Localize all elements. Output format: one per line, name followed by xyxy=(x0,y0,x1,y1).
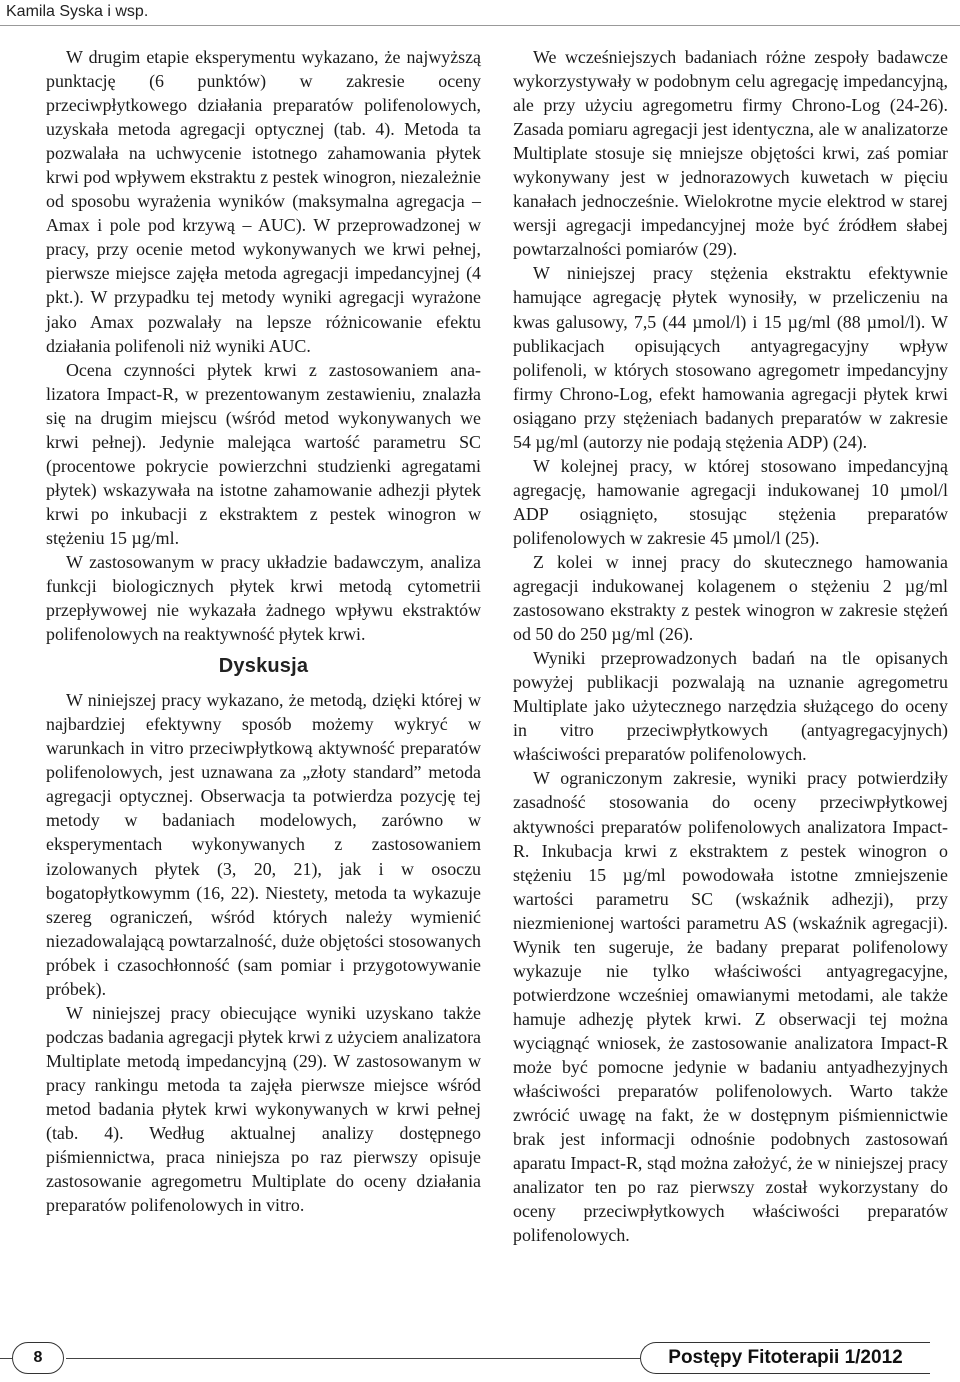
left-column xyxy=(46,45,481,1217)
footer-rule xyxy=(0,1358,12,1359)
journal-title: Postępy Fitoterapii 1/2012 xyxy=(640,1342,930,1374)
paragraph: W niniejszej pracy wykazano, że metodą, dzięki której w najbardziej efektywny sposób możemy wykryć w warunkach in vitro przeciwpłytkową aktywność preparatów polifenolowych, jest uznawana za „złoty standard” metoda agregacji optycznej. Obserwacja ta potwierdza pozycję tej metody w badaniach modelowych, zarówno w eksperymentach wykonywanych z zastosowaniem izolowanych płytek (3, 20, 21), jak i w osoczu bogatopłytkowymm (16, 22). Niestety, metoda ta wykazuje szereg ograniczeń, wśród których należy wymienić niezadowalającą powtarzalność, duże objętości stosowanych próbek i czasochłonność (sam pomiar i przygotowywanie próbek). xyxy=(46,690,481,999)
page-footer xyxy=(0,1320,960,1382)
paragraph: Z kolei w innej pracy do skutecznego hamowania agregacji indukowanej kolagenem o stężeniu 2 µg/ml zastosowano ekstrakty z pestek winogron w zakresie stężeń od 50 do 250 µg/ml (26). xyxy=(513,551,948,645)
page-number: 8 xyxy=(12,1342,64,1374)
section-heading: Dyskusja xyxy=(218,655,309,678)
paragraph: Wyniki przeprowadzonych badań na tle opisanych powyżej publikacji pozwalają na uznanie agregometru Multiplate jako użytecznego narzędzia służącego do oceny in vitro przeciwpłytkowych (antyagregacyjnych) właściwości preparatów polifenolowych. xyxy=(513,648,948,765)
footer-rule xyxy=(66,1358,640,1359)
paragraph: W zastosowanym w pracy układzie badawczym, analiza funkcji biologicznych płytek krwi metodą cytometrii przepływowej nie wykazała żadnego wpływu ekstraktów polifenolowych na reaktywność płytek krwi. xyxy=(46,551,481,645)
right-column xyxy=(513,45,948,1247)
paragraph: W niniejszej pracy stężenia ekstraktu efektywnie hamujące agregację płytek wynosiły, w przeliczeniu na kwas galusowy, 7,5 (44 µmol/l) i 15 µg/ml (88 µmol/l). W publikacjach opisujących antyagregacyjny wpływ polifenoli, w których stosowano agregometr impedancyjny firmy Chrono-Log, efekt hamowania agregacji płytek krwi osiągano przy stężeniach badanych preparatów w zakresie 54 µg/ml (autorzy nie podają stężenia ADP) (24). xyxy=(513,263,948,452)
running-header xyxy=(6,0,954,24)
paragraph: W drugim etapie eksperymentu wykazano, że najwyższą punktację (6 punktów) w zakresie oceny przeciwpłytkowego działania preparatów polifenolowych, uzyskała metoda agregacji optycznej (tab. 4). Metoda ta pozwalała na uchwycenie istotnego zahamowania płytek krwi pod wpływem ekstraktu z pestek winogron, niezależnie od sposobu wyrażenia wyników (maksymalna agregacja – Amax i pole pod krzywą – AUC). W przeprowadzonej w pracy, przy ocenie metod wykonywanych we krwi pełnej, pierwsze miejsce zajęła metoda agregacji impedancyjnej (4 pkt.). W przypadku tej metody wyniki agregacji wyrażone jako Amax pozwalały na lepsze różnicowanie efektu działania polifenoli niż wyniki AUC. xyxy=(46,47,481,356)
paragraph: W kolejnej pracy, w której stosowano impedancyjną agregację, hamowanie agregacji indukowanej 10 µmol/l ADP osiągnięto, stosując stężenia preparatów polifenolowych w zakresie 45 µmol/l (25). xyxy=(513,455,948,548)
running-title: Kamila Syska i wsp. xyxy=(6,3,149,20)
header-divider xyxy=(0,25,960,26)
paragraph: We wcześniejszych badaniach różne zespoły badawcze wykorzystywały w podobnym celu agregację impedancyjną, ale przy użyciu agregometru firmy Chrono-Log (24-26). Zasada pomiaru agregacji jest identyczna, ale w analizatorze Multiplate stosuje się mniejsze objętości krwi, zaś pomiar wykonywany jest w jednorazowych kuwetach w pięciu kanałach jednocześnie. Wielokrotne mycie elektrod w starej wersji agregacji impedancyjnej może być źródłem słabej powtarzalności pomiarów (29). xyxy=(513,47,948,260)
paragraph: W ograniczonym zakresie, wyniki pracy potwierdziły zasadność stosowania do oceny przeciwpłytkowej aktywności preparatów polifenolowych analizatora Impact-R. Inkubacja krwi z ekstraktem z pestek winogron o stężeniu 15 µg/ml powodowała istotne zmniejszenie wartości parametru SC (wskaźnik adhezji), przy niezmienionej wartości parametru AS (wskaźnik agregacji). Wynik ten sugeruje, że badany preparat polifenolowy wykazuje nie tylko właściwości antyagregacyjne, potwierdzone wcześniej omawianymi metodami, ale także hamuje adhezję płytek krwi. Z obserwacji tej można wyciągnąć wniosek, że zastosowanie analizatora Impact-R może być pomocne jedynie w badaniu antyadhezyjnych właściwości preparatów polifenolowych. Warto także zwrócić uwagę na fakt, że w dostępnym piśmiennictwie brak jest informacji odnośnie podobnych zastosowań aparatu Impact-R, stąd można założyć, że w niniejszej pracy analizator ten po raz pierwszy został wykorzystany do oceny przeciwpłytkowych właściwości preparatów polifenolowych. xyxy=(513,768,948,1246)
paragraph: Ocena czynności płytek krwi z zastosowaniem analizatora Impact-R, w prezentowanym zestawieniu, znalazła się na drugim miejscu (wśród metod wykonywanych we krwi pełnej). Jedynie malejąca wartość parametru SC (procentowe pokrycie powierzchni studzienki agregatami płytek) wskazywała na istotne zahamowanie adhezji płytek krwi po inkubacji z ekstraktem z pestek winogron w stężeniu 15 µg/ml. xyxy=(46,359,481,548)
paragraph: W niniejszej pracy obiecujące wyniki uzyskano także podczas badania agregacji płytek krwi z użyciem analizatora Multiplate metodą impedancyjną (29). W zastosowanym w pracy rankingu metoda ta zajęła pierwsze miejsce wśród metod badania płytek krwi wykonywanych w krwi pełnej (tab. 4). Według aktualnej analizy dostępnego piśmiennictwa, praca niniejsza po raz pierwszy opisuje zastosowanie agregometru Multiplate do oceny działania preparatów polifenolowych in vitro. xyxy=(46,1002,481,1216)
